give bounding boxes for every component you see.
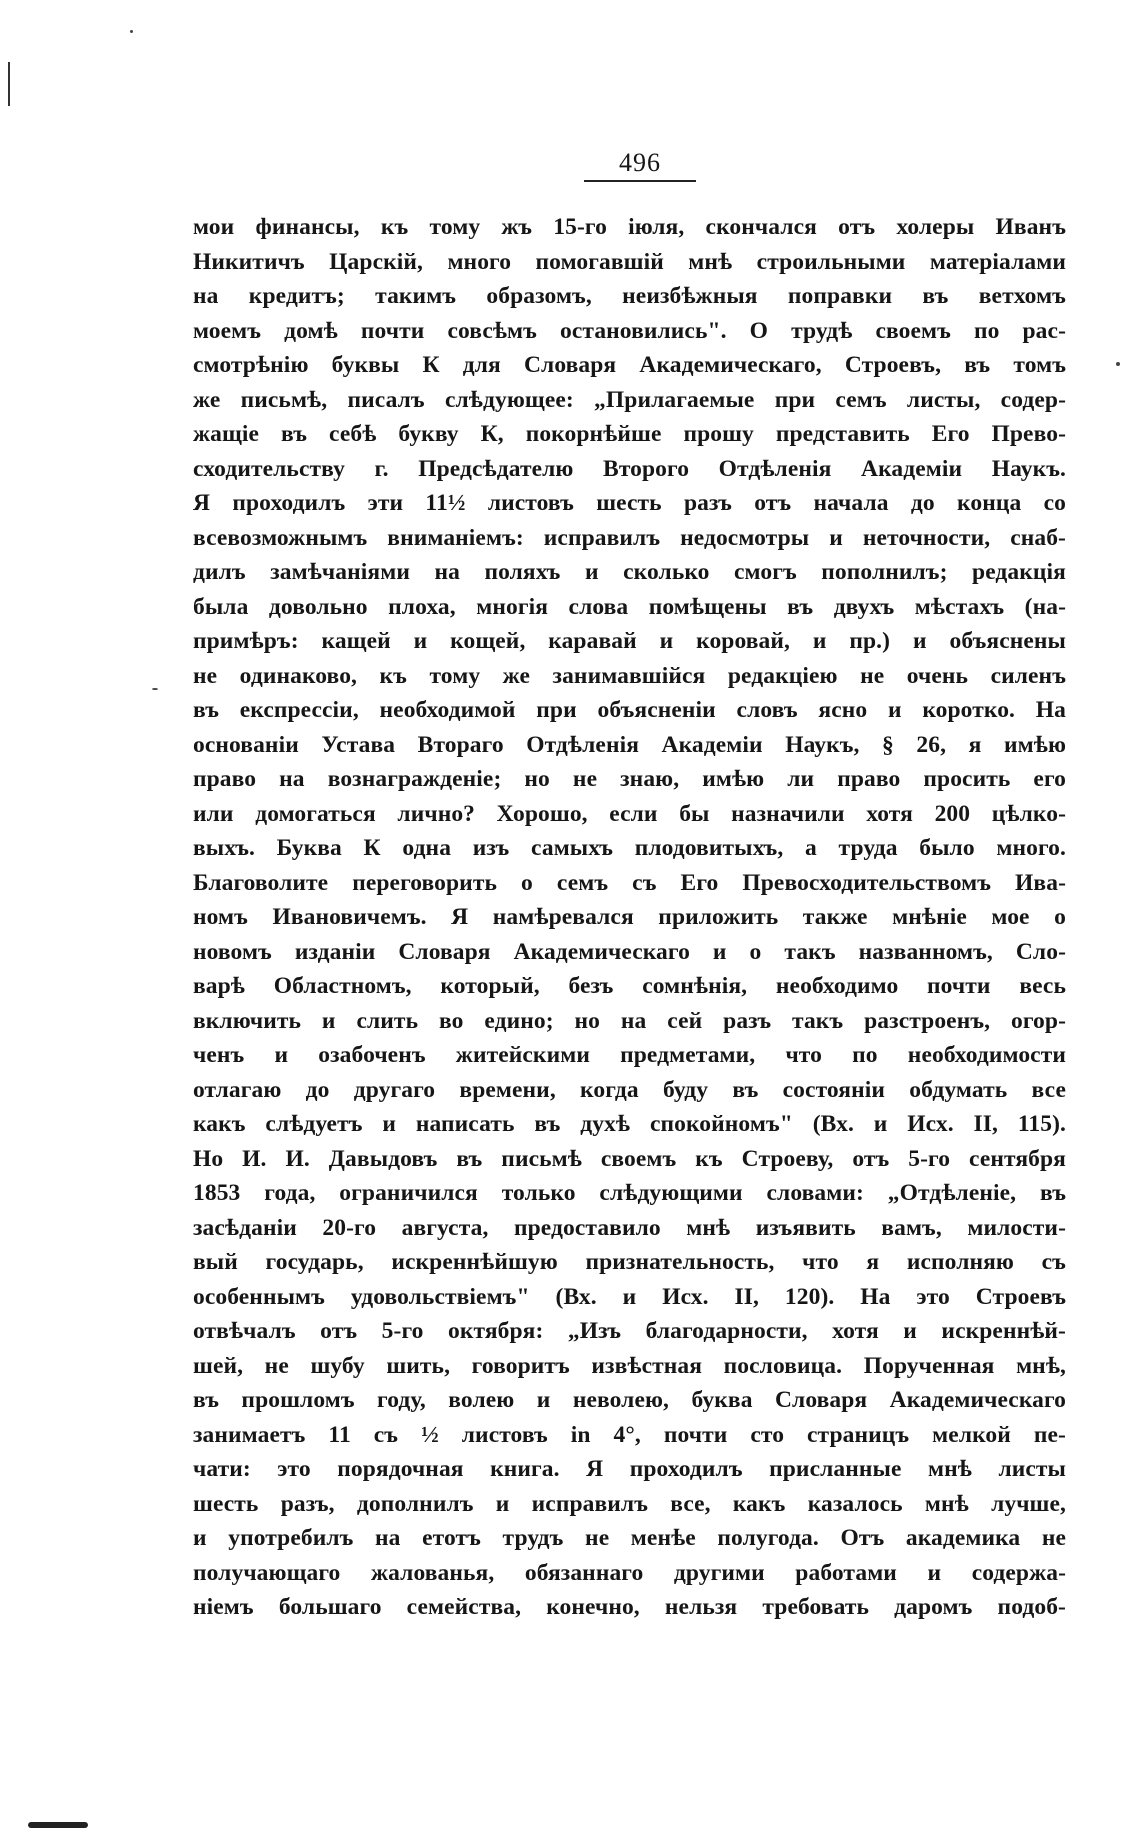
- text-line: въ прошломъ году, волею и неволею, буква Словаря Академическаго: [193, 1387, 1066, 1413]
- page-number-rule: [584, 180, 696, 182]
- text-line: 1853 года, ограничился только слѣдующими словами: „Отдѣленіе, въ: [193, 1180, 1066, 1206]
- text-line: Никитичъ Царскій, много помогавшій мнѣ строильными матеріалами: [193, 248, 1066, 275]
- scan-speck: [1116, 362, 1120, 366]
- text-line: вый государь, искреннѣйшую признательность, что я исполняю съ: [193, 1249, 1066, 1275]
- text-line: шесть разъ, дополнилъ и исправилъ все, какъ казалось мнѣ лучше,: [193, 1490, 1066, 1517]
- text-line: чати: это порядочная книга. Я проходилъ присланные мнѣ листы: [193, 1456, 1066, 1482]
- text-line: новомъ изданіи Словаря Академическаго и о такъ названномъ, Сло-: [193, 938, 1066, 965]
- text-line: отлагаю до другаго времени, когда буду въ состояніи обдумать все: [193, 1076, 1066, 1103]
- text-line: не одинаково, къ тому же занимавшійся редакціею не очень силенъ: [193, 662, 1066, 689]
- text-line: основаніи Устава Втораго Отдѣленія Академіи Наукъ, § 26, я имѣю: [193, 731, 1066, 758]
- text-line: получающаго жалованья, обязаннаго другими работами и содержа-: [193, 1559, 1066, 1586]
- text-line: смотрѣнію буквы К для Словаря Академическаго, Строевъ, въ томъ: [193, 352, 1066, 378]
- text-line: номъ Ивановичемъ. Я намѣревался приложить также мнѣніе мое о: [193, 904, 1066, 930]
- text-line: моемъ домѣ почти совсѣмъ остановились". О трудѣ своемъ по рас-: [193, 317, 1066, 344]
- text-line: особеннымъ удовольствіемъ" (Вх. и Исх. II, 120). На это Строевъ: [193, 1283, 1066, 1310]
- text-line: Но И. И. Давыдовъ въ письмѣ своемъ къ Строеву, отъ 5-го сентября: [193, 1145, 1066, 1172]
- scan-speck: [152, 688, 158, 690]
- text-line: или домогаться лично? Хорошо, если бы назначили хотя 200 цѣлко-: [193, 800, 1066, 827]
- text-line: варѣ Областномъ, который, безъ сомнѣнія, необходимо почти весь: [193, 973, 1066, 999]
- text-line: на кредитъ; такимъ образомъ, неизбѣжныя поправки въ ветхомъ: [193, 283, 1066, 309]
- text-line: шей, не шубу шить, говоритъ извѣстная пословица. Порученная мнѣ,: [193, 1352, 1066, 1379]
- text-line: мои финансы, къ тому жъ 15-го іюля, скончался отъ холеры Иванъ: [193, 214, 1066, 240]
- page-number: 496: [619, 148, 661, 177]
- text-line: всевозможнымъ вниманіемъ: исправилъ недосмотры и неточности, снаб-: [193, 524, 1066, 551]
- text-line: право на вознагражденіе; но не знаю, имѣю ли право просить его: [193, 766, 1066, 792]
- text-line: ченъ и озабоченъ житейскими предметами, что по необходимости: [193, 1042, 1066, 1068]
- text-line: въ експрессіи, необходимой при объясненіи словъ ясно и коротко. На: [193, 697, 1066, 723]
- text-line: жащіе въ себѣ букву К, покорнѣйше прошу представить Его Прево-: [193, 421, 1066, 447]
- text-line: включить и слить во едино; но на сей разъ такъ разстроенъ, огор-: [193, 1007, 1066, 1034]
- text-line: Я проходилъ эти 11½ листовъ шесть разъ отъ начала до конца со: [193, 490, 1066, 516]
- scan-speck: [130, 30, 133, 33]
- body-text: [193, 210, 1066, 1625]
- text-line: засѣданіи 20-го августа, предоставило мнѣ изъявить вамъ, милости-: [193, 1214, 1066, 1241]
- text-line: сходительству г. Предсѣдателю Второго Отдѣленія Академіи Наукъ.: [193, 455, 1066, 482]
- text-line: была довольно плоха, многія слова помѣщены въ двухъ мѣстахъ (на-: [193, 593, 1066, 620]
- text-line: Благоволите переговорить о семъ съ Его Превосходительствомъ Ива-: [193, 869, 1066, 896]
- text-line: какъ слѣдуетъ и написать въ духѣ спокойномъ" (Вх. и Исх. II, 115).: [193, 1111, 1066, 1137]
- text-line: выхъ. Буква К одна изъ самыхъ плодовитыхъ, а труда было много.: [193, 835, 1066, 861]
- text-line: ніемъ большаго семейства, конечно, нельзя требовать даромъ подоб-: [193, 1594, 1066, 1620]
- text-line: примѣръ: кащей и кощей, каравай и коровай, и пр.) и объяснены: [193, 628, 1066, 654]
- text-line: и употребилъ на етотъ трудъ не менѣе полугода. Отъ академика не: [193, 1525, 1066, 1551]
- text-line: же письмѣ, писалъ слѣдующее: „Прилагаемые при семъ листы, содер-: [193, 386, 1066, 413]
- scan-margin-mark: [8, 62, 10, 106]
- text-line: дилъ замѣчаніями на поляхъ и сколько смогъ пополнилъ; редакція: [193, 559, 1066, 585]
- text-line: отвѣчалъ отъ 5-го октября: „Изъ благодарности, хотя и искреннѣй-: [193, 1318, 1066, 1344]
- scan-bottom-mark: [28, 1822, 88, 1828]
- text-line: занимаетъ 11 съ ½ листовъ in 4°, почти сто страницъ мелкой пе-: [193, 1421, 1066, 1448]
